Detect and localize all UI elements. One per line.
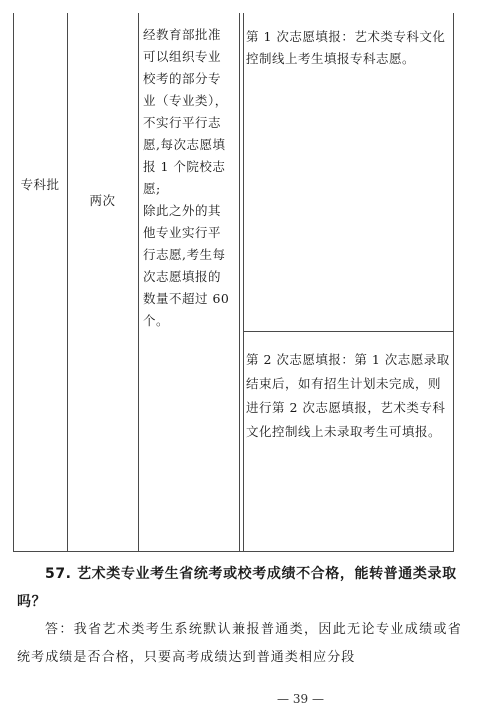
answer-paragraph: 答：我省艺术类考生系统默认兼报普通类，因此无论专业成绩或省统考成绩是否合格，只要高考成绩达到普通类相应分段 xyxy=(17,622,462,665)
table-column-divider xyxy=(243,13,244,552)
round1-cell: 第 1 次志愿填报：艺术类专科文化 控制线上考生填报专科志愿。 xyxy=(246,29,446,66)
table-column-divider xyxy=(67,13,68,552)
table-row-divider xyxy=(243,331,454,332)
times-cell: 两次 xyxy=(89,193,116,208)
table-column-divider xyxy=(239,13,240,552)
policy-cell: 经教育部批准 可以组织专业 校考的部分专 业（专业类）， 不实行平行志 愿,每次志愿填 报 1 个院校志 愿; 除此之外的其 他专业实行平 行志愿,考生每 次志愿填报的 数量不超过 60 个。 xyxy=(143,27,230,328)
page-number xyxy=(0,692,481,706)
round2-cell: 第 2 次志愿填报：第 1 次志愿录取 结束后，如有招生计划未完成，则 进行第 2 次志愿填报，艺术类专科 文化控制线上未录取考生可填报。 xyxy=(246,352,450,439)
admission-table xyxy=(13,13,454,552)
table-column-divider xyxy=(138,13,139,552)
question-heading: 57. 艺术类专业考生省统考或校考成绩不合格，能转普通类录取吗？ xyxy=(17,566,457,610)
table-border-bottom xyxy=(13,551,454,552)
page-number-text: — 39 — xyxy=(277,692,324,706)
table-border-right xyxy=(453,13,454,552)
table-border-left xyxy=(13,13,14,552)
batch-cell: 专科批 xyxy=(20,177,60,192)
